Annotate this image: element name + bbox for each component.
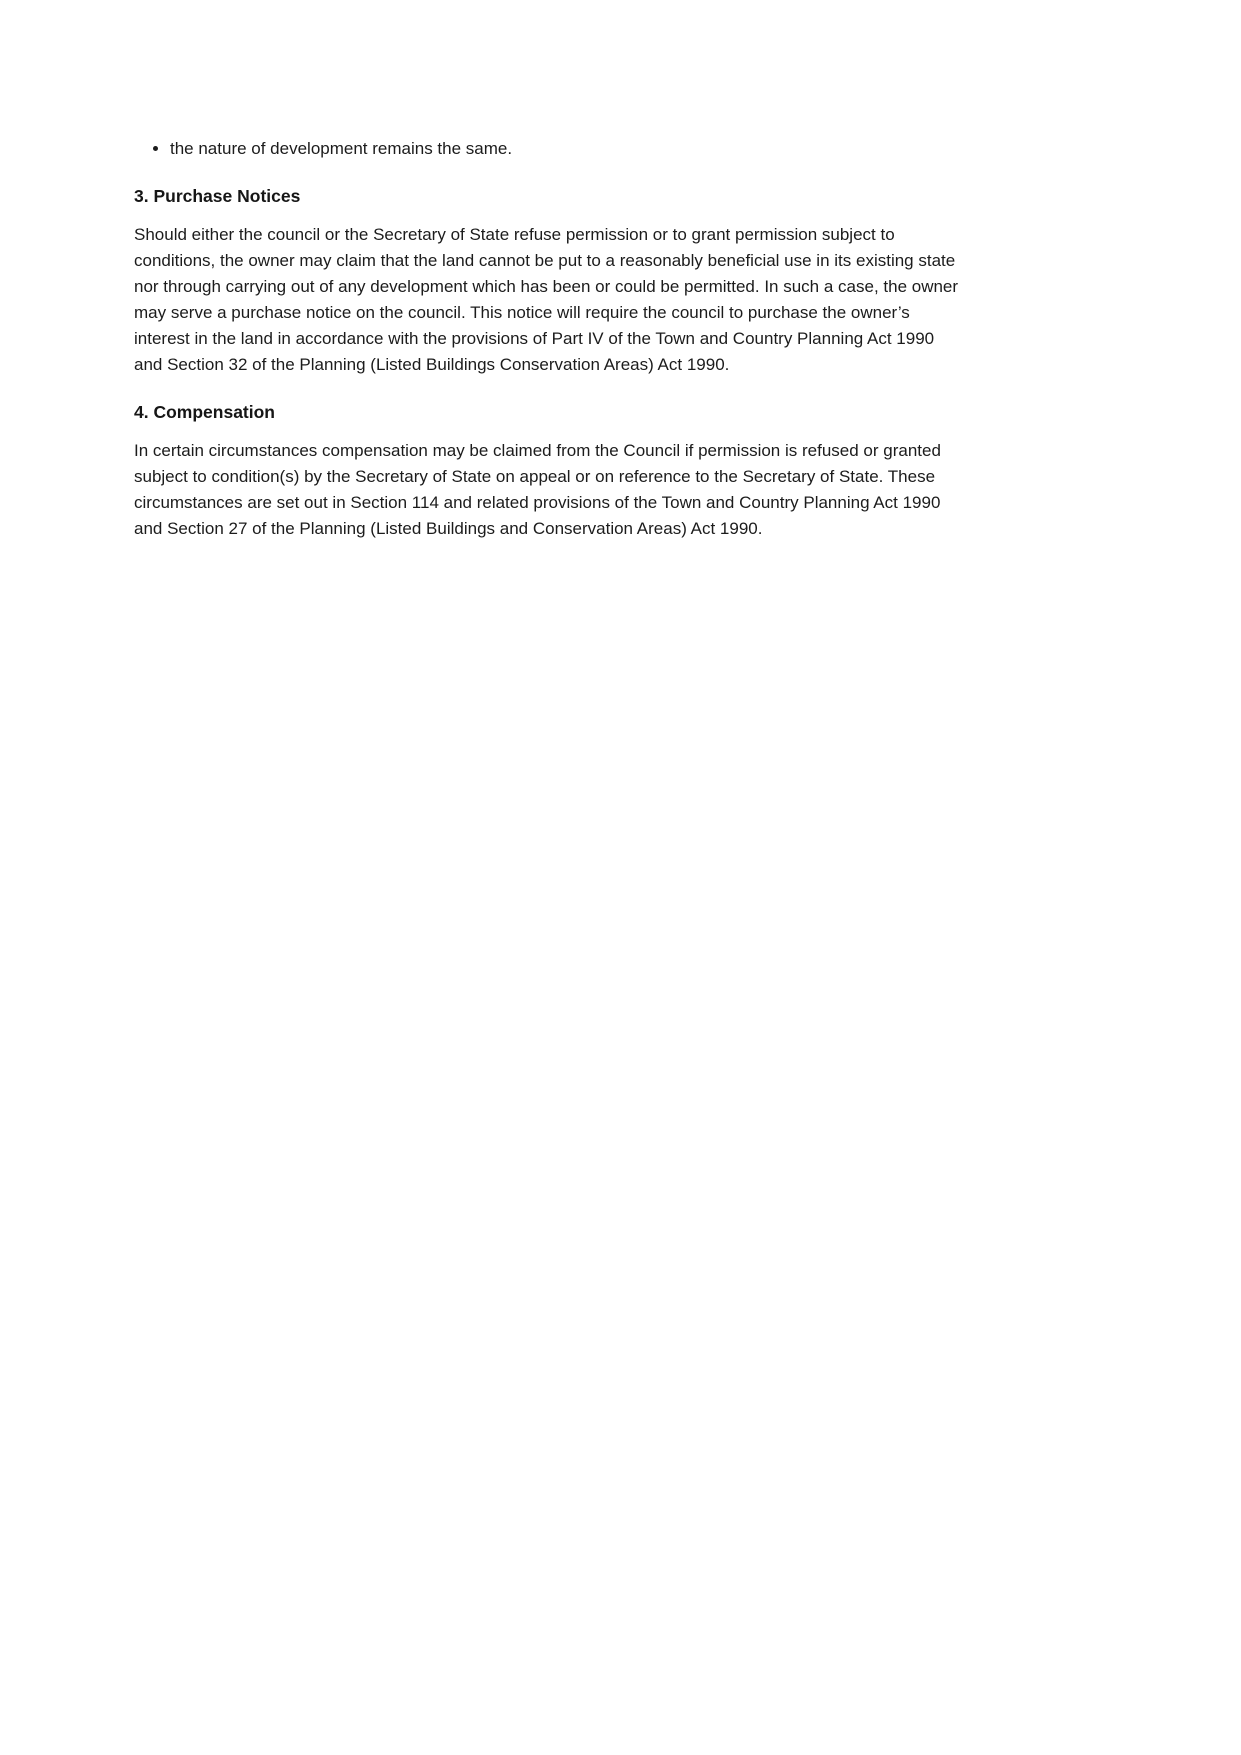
section-body-compensation: In certain circumstances compensation may be claimed from the Council if permission is refused or granted subject to condition(s) by the Secretary of State on appeal or on reference to the Secretary of State. These circumstances are set out in Section 114 and related provisions of the Town and Country Planning Act 1990 and Section 27 of the Planning (Listed Buildings and Conservation Areas) Act 1990. (134, 441, 941, 538)
document-page (134, 136, 960, 560)
bullet-item: • the nature of development remains the same. (170, 136, 960, 162)
section-heading-purchase-notices: 3. Purchase Notices (134, 186, 301, 206)
bullet-list (134, 136, 960, 162)
section-body-purchase-notices: Should either the council or the Secretary of State refuse permission or to grant permission subject to conditions, the owner may claim that the land cannot be put to a reasonably beneficial use in its existing state nor through carrying out of any development which has been or could be permitted. In such a case, the owner may serve a purchase notice on the council. This notice will require the council to purchase the owner’s interest in the land in accordance with the provisions of Part IV of the Town and Country Planning Act 1990 and Section 32 of the Planning (Listed Buildings Conservation Areas) Act 1990. (134, 225, 959, 374)
section-heading-compensation: 4. Compensation (134, 402, 275, 422)
